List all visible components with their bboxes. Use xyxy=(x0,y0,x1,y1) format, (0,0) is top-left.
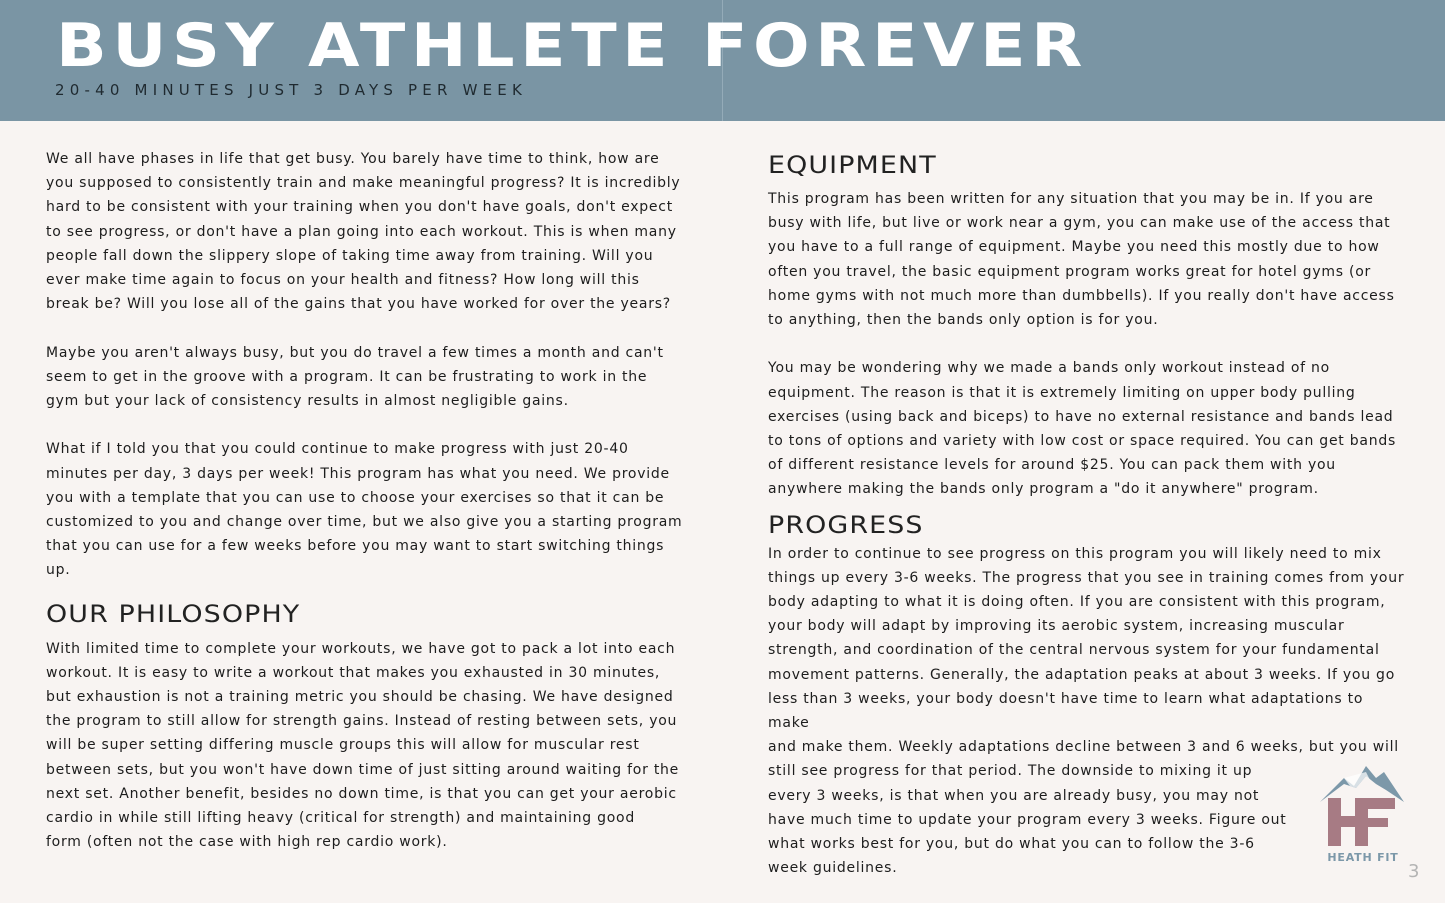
right-column xyxy=(768,150,1408,880)
document-title: BUSY ATHLETE FOREVER xyxy=(56,11,1089,81)
progress-paragraph: In order to continue to see progress on this program you will likely need to mix things up every 3-6 weeks. The progress that you see in training comes from your body adapting to what it is doing often. If you are consistent with this program, your body will adapt by improving its aerobic system, increasing muscular strength, and coordination of the central nervous system for your fundamental movement patterns. Generally, the adaptation peaks at about 3 weeks. If you go less than 3 weeks, your body doesn't have time to learn what adaptations to make and make them. Weekly adaptations decline between 3 and 6 weeks, but you will still see progress for that period. The downside to mixing it up every 3 weeks, is that when you are already busy, you may not have much time to update your program every 3 weeks. Figure out what works best for you, but do what you can to follow the 3-6 week guidelines. xyxy=(768,545,1405,877)
hf-monogram-icon xyxy=(1328,798,1395,846)
philosophy-heading: OUR PHILOSOPHY xyxy=(46,599,301,628)
equipment-paragraph-2: You may be wondering why we made a bands only workout instead of no equipment. The reason is that it is extremely limiting on upper body pulling exercises (using back and biceps) to have no external resistance and bands lead to tons of options and variety with low cost or space required. You can get bands of different resistance levels for around $25. You can pack them with you anywhere making the bands only program a "do it anywhere" program. xyxy=(768,360,1397,498)
intro-paragraph-3: What if I told you that you could continue to make progress with just 20-40 minutes per day, 3 days per week! This program has what you need. We provide you with a template that you can use to choose your exercises so that it can be customized to you and change over time, but we also give you a starting program that you can use for a few weeks before you may want to start switching things up. xyxy=(46,441,683,579)
equipment-heading: EQUIPMENT xyxy=(768,151,937,179)
progress-heading: PROGRESS xyxy=(768,510,924,539)
intro-paragraph-1: We all have phases in life that get busy. You barely have time to think, how are you supposed to consistently train and make meaningful progress? It is incredibly hard to be consistent with your training when you don't have goals, don't expect to see progress, or don't have a plan going into each workout. This is when many people fall down the slippery slope of taking time away from training. Will you ever make time again to focus on your health and fitness? How long will this break be? Will you lose all of the gains that you have worked for over the years? xyxy=(46,151,681,313)
document-subtitle: 20-40 MINUTES JUST 3 DAYS PER WEEK xyxy=(55,81,527,99)
left-column xyxy=(46,147,686,854)
equipment-paragraph-1: This program has been written for any situation that you may be in. If you are busy with life, but live or work near a gym, you can make use of the access that you have to a full range of equipment. Maybe you need this mostly due to how often you travel, the basic equipment program works great for hotel gyms (or home gyms with not much more than dumbbells). If you really don't have access to anything, then the bands only option is for you. xyxy=(768,191,1395,329)
mountain-snow-icon xyxy=(1344,772,1370,788)
philosophy-paragraph: With limited time to complete your workouts, we have got to pack a lot into each workout. It is easy to write a workout that makes you exhausted in 30 minutes, but exhaustion is not a training metric you should be chasing. We have designed the program to still allow for strength gains. Instead of resting between sets, you will be super setting differing muscle groups this will allow for muscular rest between sets, but you won't have down time of just sitting around waiting for the next set. Another benefit, besides no down time, is that you can get your aerobic cardio in while still lifting heavy (critical for strength) and maintaining good form (often not the case with high rep cardio work). xyxy=(46,640,680,851)
intro-paragraph-2: Maybe you aren't always busy, but you do travel a few times a month and can't seem to get in the groove with a program. It can be frustrating to work in the gym but your lack of consistency results in almost negligible gains. xyxy=(46,344,664,410)
logo-wordmark: HEATH FIT xyxy=(1327,851,1399,864)
header-banner xyxy=(0,0,1445,121)
page-number: 3 xyxy=(1408,861,1420,882)
mountain-logo-icon xyxy=(1320,766,1404,802)
